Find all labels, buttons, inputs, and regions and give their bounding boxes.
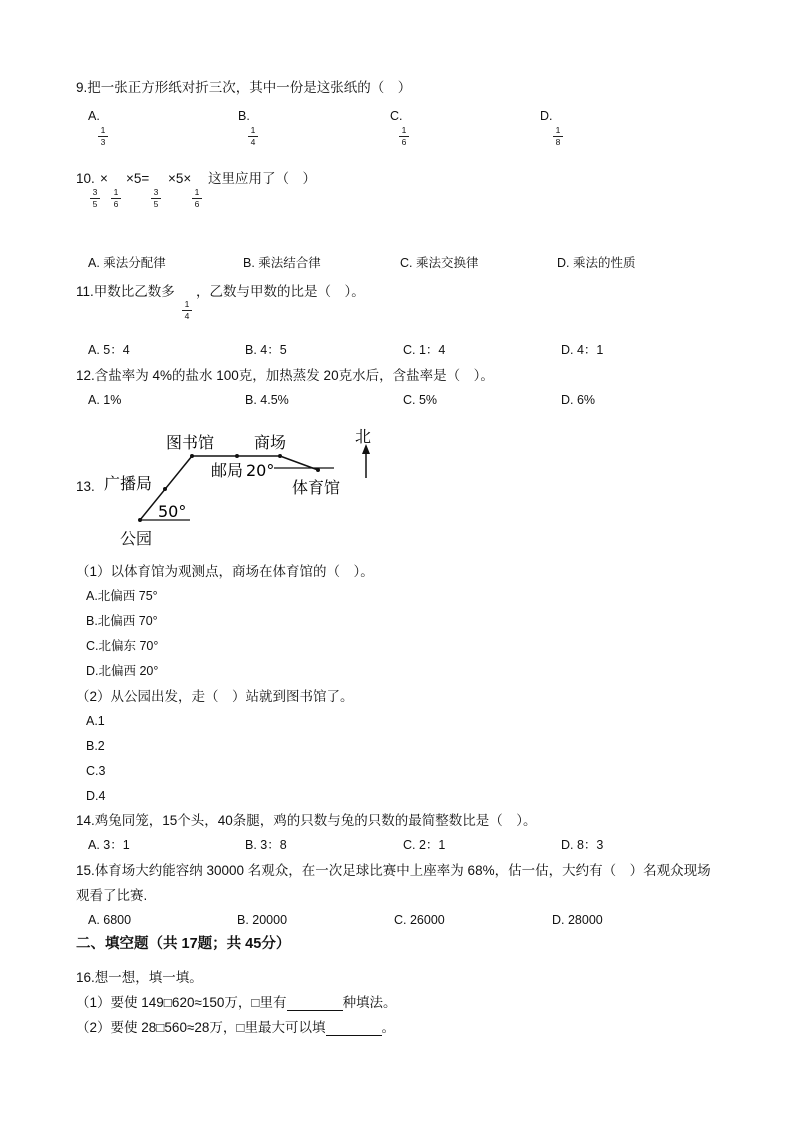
post-office-point — [235, 454, 239, 458]
park-label: 公园 — [120, 529, 153, 548]
q15-option-a[interactable]: A. 6800 — [88, 913, 132, 927]
park-point — [138, 518, 142, 522]
option-letter: D. — [540, 109, 553, 123]
q13-sub2-option-b[interactable]: B.2 — [86, 739, 105, 753]
q16-sub1-text-b: 种填法。 — [342, 995, 397, 1010]
q13-sub2-option-a[interactable]: A.1 — [86, 714, 105, 728]
q10-prefix: 10. — [76, 171, 95, 186]
q16-sub2-text-b: 。 — [381, 1020, 396, 1035]
q15-stem-line2: 观看了比赛. — [76, 888, 148, 903]
q13-sub1-option-b[interactable]: B.北偏西 70° — [86, 614, 158, 628]
fraction: 1 4 — [248, 126, 258, 146]
q13-sub1-stem: （1）以体育馆为观测点，商场在体育馆的（ ）。 — [76, 564, 374, 579]
fraction: 1 3 — [98, 126, 108, 146]
q12-stem: 12.含盐率为 4%的盐水 100克，加热蒸发 20克水后，含盐率是（ ）。 — [76, 368, 494, 383]
fraction: 1 6 — [399, 126, 409, 146]
q10-op-times5times: ×5× — [168, 171, 192, 186]
q16-sub2 — [76, 1021, 395, 1036]
q16-sub1 — [76, 996, 397, 1011]
q13-map-diagram — [0, 0, 794, 560]
q15-stem-line1: 15.体育场大约能容纳 30000 名观众，在一次足球比赛中上座率为 68%，估一估，大约有（ ）名观众现场 — [76, 863, 711, 878]
q10-op-times: × — [100, 171, 108, 186]
q11-stem-part1: 11.甲数比乙数多 — [76, 284, 175, 299]
broadcast-label: 广播局 — [104, 474, 153, 493]
q14-option-c[interactable]: C. 2：1 — [403, 838, 446, 852]
q15-option-b[interactable]: B. 20000 — [237, 913, 288, 927]
mall-point — [278, 454, 282, 458]
q16-sub1-text-a: （1）要使 149□620≈150万，□里有 — [76, 995, 287, 1010]
fraction: 1 8 — [553, 126, 563, 146]
q14-stem: 14.鸡兔同笼，15个头，40条腿，鸡的只数与兔的只数的最简整数比是（ ）。 — [76, 813, 537, 828]
q13-sub2-option-c[interactable]: C.3 — [86, 764, 106, 778]
q10-option-b[interactable]: B. 乘法结合律 — [243, 256, 321, 270]
fraction: 1 6 — [111, 188, 121, 208]
q12-option-d[interactable]: D. 6% — [561, 393, 596, 407]
q16-stem: 16.想一想，填一填。 — [76, 970, 203, 985]
angle-20-label: 20° — [246, 461, 275, 480]
fraction: 1 4 — [182, 300, 192, 320]
q13-sub2-stem: （2）从公园出发，走（ ）站就到图书馆了。 — [76, 689, 354, 704]
q13-sub1-option-d[interactable]: D.北偏西 20° — [86, 664, 159, 678]
q13-number: 13. — [76, 479, 95, 494]
q14-option-a[interactable]: A. 3：1 — [88, 838, 130, 852]
q12-option-c[interactable]: C. 5% — [403, 393, 438, 407]
gym-point — [316, 468, 320, 472]
library-label: 图书馆 — [166, 433, 215, 452]
mall-label: 商场 — [254, 433, 287, 452]
option-letter: C. — [390, 109, 403, 123]
q13-sub1-option-c[interactable]: C.北偏东 70° — [86, 639, 159, 653]
fraction: 3 5 — [90, 188, 100, 208]
q11-option-d[interactable]: D. 4：1 — [561, 343, 604, 357]
angle-50-label: 50° — [158, 502, 187, 521]
q15-option-c[interactable]: C. 26000 — [394, 913, 445, 927]
q13-sub1-option-a[interactable]: A.北偏西 75° — [86, 589, 158, 603]
q11-stem-part2: ，乙数与甲数的比是（ ）。 — [196, 284, 365, 299]
fraction: 1 6 — [192, 188, 202, 208]
fraction: 3 5 — [151, 188, 161, 208]
q10-suffix: 这里应用了（ ） — [208, 171, 316, 186]
broadcast-point — [163, 487, 167, 491]
option-letter: A. — [88, 109, 100, 123]
option-letter: B. — [238, 109, 250, 123]
q11-option-a[interactable]: A. 5：4 — [88, 343, 130, 357]
q10-option-c[interactable]: C. 乘法交换律 — [400, 256, 479, 270]
post-office-label: 邮局 — [211, 461, 244, 480]
q14-option-b[interactable]: B. 3：8 — [245, 838, 287, 852]
q14-option-d[interactable]: D. 8：3 — [561, 838, 604, 852]
q12-option-a[interactable]: A. 1% — [88, 393, 122, 407]
library-point — [190, 454, 194, 458]
answer-blank[interactable] — [287, 996, 343, 1011]
q11-option-c[interactable]: C. 1：4 — [403, 343, 446, 357]
answer-blank[interactable] — [326, 1021, 382, 1036]
q15-option-d[interactable]: D. 28000 — [552, 913, 603, 927]
q11-option-b[interactable]: B. 4：5 — [245, 343, 287, 357]
q16-sub2-text-a: （2）要使 28□560≈28万，□里最大可以填 — [76, 1020, 326, 1035]
q9-stem: 9.把一张正方形纸对折三次，其中一份是这张纸的（ ） — [76, 80, 412, 95]
q12-option-b[interactable]: B. 4.5% — [245, 393, 289, 407]
q10-op-times5eq: ×5= — [126, 171, 150, 186]
q13-sub2-option-d[interactable]: D.4 — [86, 789, 106, 803]
section-title: 二、填空题（共 17题；共 45分） — [76, 936, 291, 952]
gym-label: 体育馆 — [292, 478, 341, 497]
q10-option-a[interactable]: A. 乘法分配律 — [88, 256, 166, 270]
north-label: 北 — [355, 427, 372, 446]
q10-option-d[interactable]: D. 乘法的性质 — [557, 256, 636, 270]
